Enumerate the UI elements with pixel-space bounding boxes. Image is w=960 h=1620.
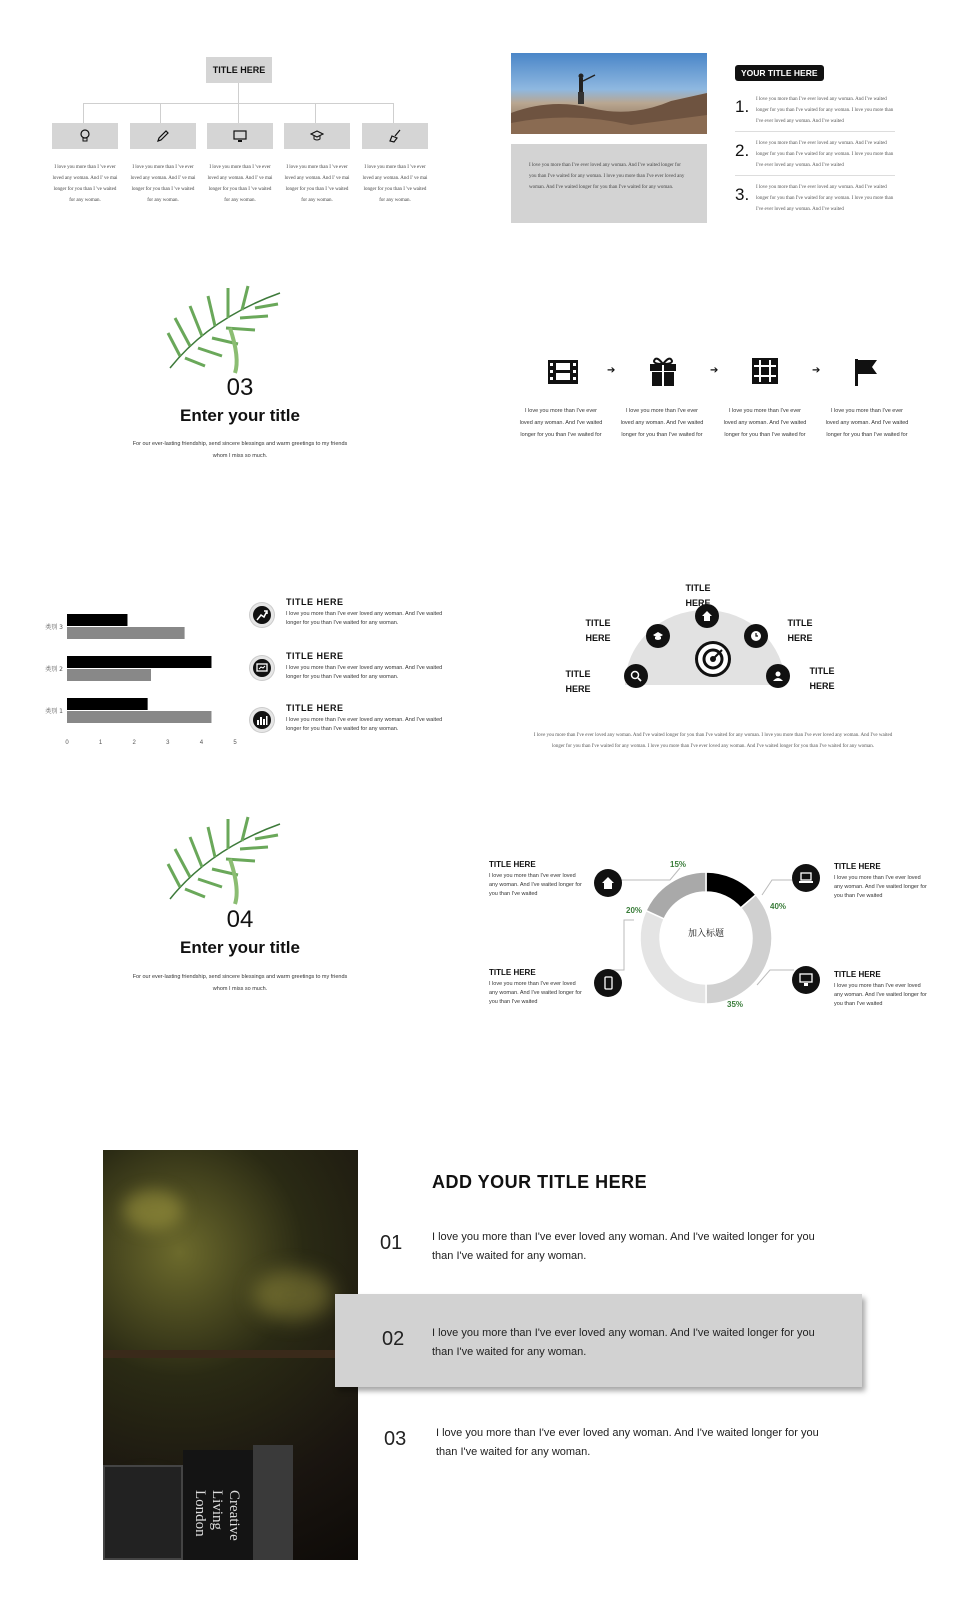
org-connector xyxy=(160,103,161,123)
graduation-cap-dot xyxy=(646,624,670,648)
item-text: I love you more than I've ever loved any woman. And I've waited longer for you than I've waited for any woman. xyxy=(432,1231,815,1262)
list-number: 3. xyxy=(735,185,750,204)
item-number: 03 xyxy=(384,1428,407,1450)
org-connector xyxy=(393,103,394,123)
presentation-icon xyxy=(256,662,268,674)
donut-block-text: I love you more than I've ever loved any woman. And I've waited longer for you than I've waited xyxy=(834,875,927,899)
growth-chart-icon xyxy=(256,609,268,621)
org-connector xyxy=(238,103,239,123)
donut-block-text: I love you more than I've ever loved any woman. And I've waited longer for you than I've waited xyxy=(489,981,582,1005)
donut-pct: 20% xyxy=(626,906,643,915)
desktop-icon xyxy=(799,973,813,987)
donut-pct: 35% xyxy=(727,1000,744,1009)
org-box xyxy=(284,123,350,149)
home-icon-dot xyxy=(594,869,622,897)
x-tick-label: 4 xyxy=(199,740,204,745)
org-text: I love you more than I 've ever loved any woman. And I' ve mai longer for you than I 've waited for any woman. xyxy=(284,165,350,203)
category-label: 类别 3 xyxy=(45,624,63,631)
user-icon-dot xyxy=(766,664,790,688)
org-text: I love you more than I 've ever loved any woman. And I' ve mai longer for you than I 've waited for any woman. xyxy=(52,165,118,203)
home-icon xyxy=(601,876,615,890)
divider xyxy=(735,131,895,132)
search-icon-dot xyxy=(624,664,648,688)
clock-icon-dot xyxy=(744,624,768,648)
category-label: 类别 1 xyxy=(45,708,63,715)
your-title-badge: YOUR TITLE HERE xyxy=(735,65,824,81)
bar xyxy=(67,669,151,681)
bullet-title: TITLE HERE xyxy=(286,703,344,713)
semi-label: TITLE HERE xyxy=(565,669,591,694)
section-subtitle: For our ever-lasting friendship, send sincere blessings and warm greetings to my friends whom I miss so much. xyxy=(132,441,348,459)
film-icon xyxy=(547,358,579,386)
leader-lines xyxy=(612,860,812,1000)
semicircle-caption: I love you more than I've ever loved any woman. And I've waited longer for you than I've waited for any woman. I love you more than I've ever loved any woman. And I've waited longer for you than I've waited for any woman. I love you more than I've ever loved any woman. And I've waited longer for you than I've waited for any woman. xyxy=(533,733,893,749)
palm-leaf-icon xyxy=(160,278,290,378)
bar xyxy=(67,711,211,723)
target-icon-circle xyxy=(695,641,731,677)
donut-block-text: I love you more than I've ever loved any woman. And I've waited longer for you than I've waited xyxy=(489,873,582,897)
bullet-title: TITLE HERE xyxy=(286,651,344,661)
donut-pct: 40% xyxy=(770,902,787,911)
laptop-icon xyxy=(799,871,813,885)
item-text: I love you more than I've ever loved any woman. And I've waited longer for you than I've waited for any woman. xyxy=(436,1427,819,1458)
donut-block-text: I love you more than I've ever loved any woman. And I've waited longer for you than I've waited xyxy=(834,983,927,1007)
gift-icon xyxy=(648,355,678,387)
arrow-right-icon: ➔ xyxy=(607,365,616,376)
section-title: Enter your title xyxy=(180,938,300,957)
donut-center-label: 加入标题 xyxy=(687,929,724,939)
donut-block-title: TITLE HERE xyxy=(489,968,536,977)
final-title: ADD YOUR TITLE HERE xyxy=(432,1172,648,1192)
section-number: 03 xyxy=(226,374,254,401)
list-number: 2. xyxy=(735,141,750,160)
section-subtitle: For our ever-lasting friendship, send sincere blessings and warm greetings to my friends whom I miss so much. xyxy=(132,974,348,992)
bookshelf-photo xyxy=(103,1150,358,1560)
target-icon xyxy=(702,648,724,670)
bar xyxy=(67,627,185,639)
bar xyxy=(67,614,127,626)
lightbulb-icon xyxy=(79,129,91,143)
arrow-right-icon: ➔ xyxy=(710,365,719,376)
grid-icon xyxy=(751,357,779,385)
graduation-cap-icon xyxy=(652,630,664,642)
category-label: 类别 2 xyxy=(45,666,63,673)
semi-label: TITLE HERE xyxy=(585,618,611,643)
semi-label: TITLE HERE xyxy=(787,618,813,643)
list-text: I love you more than I've ever loved any woman. And I've waited longer for you than I've waited for any woman. I love you more than I've ever loved any woman. And I've waited xyxy=(756,141,894,168)
donut-block-title: TITLE HERE xyxy=(834,970,881,979)
org-box xyxy=(207,123,273,149)
bullet-text: I love you more than I've ever loved any woman. And I've waited longer for you than I've waited for any woman. xyxy=(286,717,443,732)
donut-block-title: TITLE HERE xyxy=(489,860,536,869)
clock-icon xyxy=(750,630,762,642)
step-text: I love you more than I've ever loved any woman. And I've waited longer for you than I've waited for xyxy=(620,408,704,438)
org-connector xyxy=(238,83,239,103)
bar xyxy=(67,698,148,710)
home-icon xyxy=(701,610,713,622)
bullet-icon-circle xyxy=(250,656,274,680)
item-text: I love you more than I've ever loved any woman. And I've waited longer for you than I've waited for any woman. xyxy=(432,1327,815,1358)
org-text: I love you more than I 've ever loved any woman. And I' ve mai longer for you than I 've waited for any woman. xyxy=(207,165,273,203)
broom-icon xyxy=(388,129,402,143)
arrow-right-icon: ➔ xyxy=(812,365,821,376)
x-tick-label: 2 xyxy=(132,740,136,745)
user-icon xyxy=(772,670,784,682)
monitor-icon xyxy=(233,129,247,143)
mobile-icon-dot xyxy=(594,969,622,997)
step-text: I love you more than I've ever loved any woman. And I've waited longer for you than I've waited for xyxy=(519,408,603,438)
bullet-text: I love you more than I've ever loved any woman. And I've waited longer for you than I've waited for any woman. xyxy=(286,665,443,680)
bar-chart-icon xyxy=(256,714,268,726)
step-text: I love you more than I've ever loved any woman. And I've waited longer for you than I've waited for xyxy=(723,408,807,438)
pencil-icon xyxy=(156,129,170,143)
step-text: I love you more than I've ever loved any woman. And I've waited longer for you than I've waited for xyxy=(825,408,909,438)
photo-caption: I love you more than I've ever loved any woman. And I've waited longer for you than I've waited for any woman. I love you more than I've ever loved any woman. And I've waited longer for you than I've waited for any woman. xyxy=(511,144,707,223)
semi-label: TITLE HERE xyxy=(809,666,835,691)
org-box xyxy=(52,123,118,149)
list-text: I love you more than I've ever loved any woman. And I've waited longer for you than I've waited for any woman. I love you more than I've ever loved any woman. And I've waited xyxy=(756,97,894,124)
semi-label: TITLE HERE xyxy=(685,583,711,608)
bar-chart xyxy=(34,600,244,745)
org-connector xyxy=(83,103,84,123)
x-tick-label: 5 xyxy=(233,740,237,745)
mountain-photo xyxy=(511,53,707,134)
bullet-icon-circle xyxy=(250,603,274,627)
desktop-icon-dot xyxy=(792,966,820,994)
divider xyxy=(735,175,895,176)
list-number: 1. xyxy=(735,97,750,116)
donut-block-title: TITLE HERE xyxy=(834,862,881,871)
item-number: 02 xyxy=(382,1328,405,1350)
book-spine-text: Creative Living London xyxy=(192,1490,242,1541)
bullet-title: TITLE HERE xyxy=(286,597,344,607)
item-number: 01 xyxy=(380,1232,403,1254)
graduation-cap-icon xyxy=(310,129,324,143)
bullet-text: I love you more than I've ever loved any woman. And I've waited longer for you than I've waited for any woman. xyxy=(286,611,443,626)
search-icon xyxy=(630,670,642,682)
mobile-icon xyxy=(601,976,615,990)
org-connector xyxy=(315,103,316,123)
section-number: 04 xyxy=(226,906,254,933)
bullet-icon-circle xyxy=(250,708,274,732)
org-box xyxy=(362,123,428,149)
section-title: Enter your title xyxy=(180,406,300,425)
x-tick-label: 0 xyxy=(65,740,69,745)
org-text: I love you more than I 've ever loved any woman. And I' ve mai longer for you than I 've waited for any woman. xyxy=(130,165,196,203)
bar xyxy=(67,656,211,668)
hiker-illustration xyxy=(511,53,707,134)
palm-leaf-icon xyxy=(160,809,290,909)
donut-pct: 15% xyxy=(670,860,687,869)
org-chart-title: TITLE HERE xyxy=(206,57,272,83)
x-tick-label: 3 xyxy=(166,740,170,745)
x-tick-label: 1 xyxy=(98,740,103,745)
flag-icon xyxy=(853,357,879,387)
laptop-icon-dot xyxy=(792,864,820,892)
org-box xyxy=(130,123,196,149)
org-text: I love you more than I 've ever loved any woman. And I' ve mai longer for you than I 've waited for any woman. xyxy=(362,165,428,203)
list-text: I love you more than I've ever loved any woman. And I've waited longer for you than I've waited for any woman. I love you more than I've ever loved any woman. And I've waited xyxy=(756,185,894,212)
